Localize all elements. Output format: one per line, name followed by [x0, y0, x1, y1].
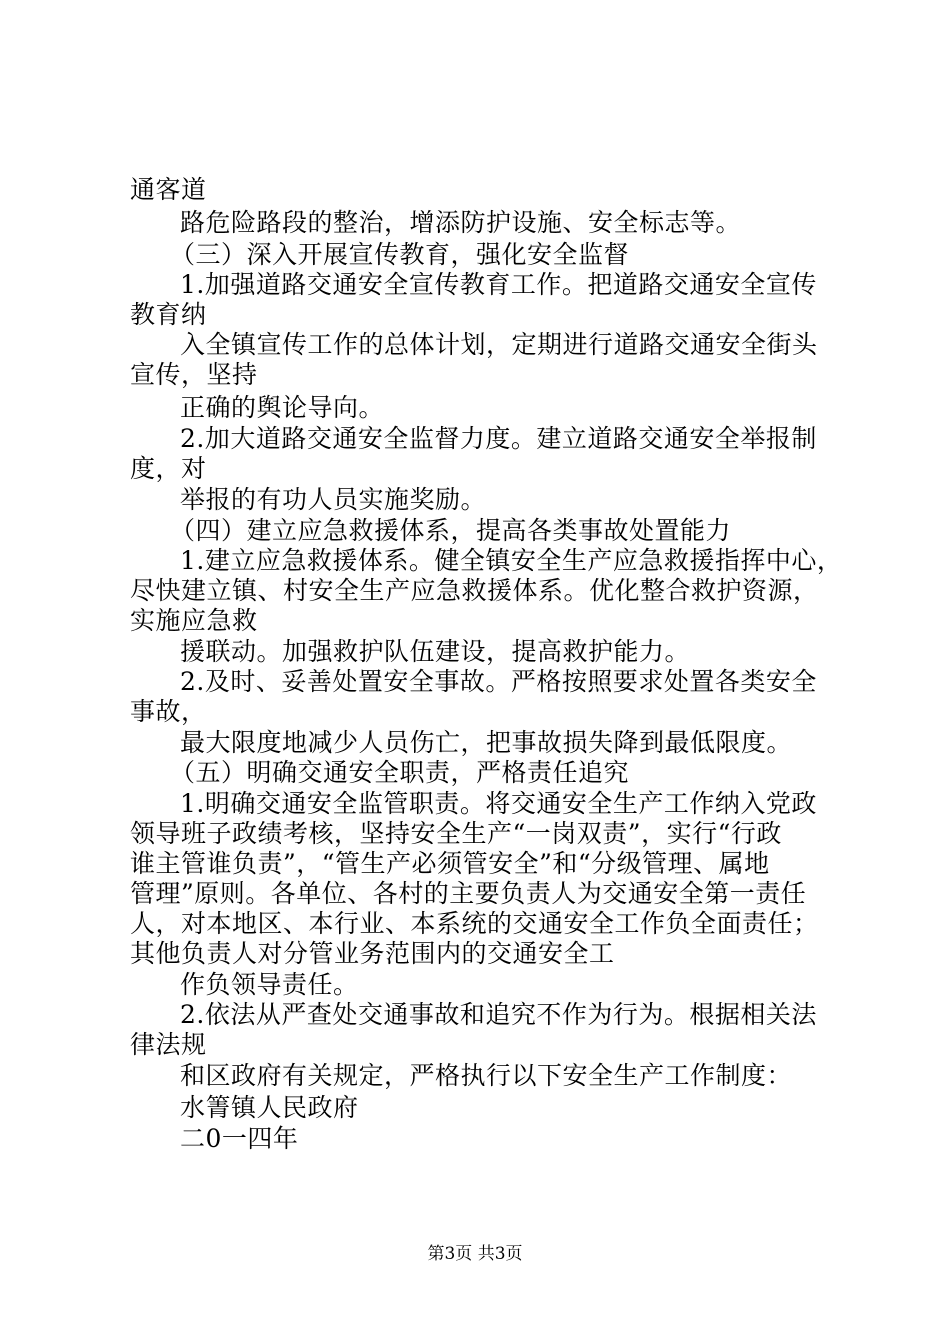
body-line: 通客道	[130, 175, 207, 204]
body-line: 事故，	[130, 697, 207, 726]
body-line: 度，对	[130, 454, 207, 483]
body-line: 领导班子政绩考核，坚持安全生产“一岗双责”，实行“行政	[130, 819, 782, 848]
body-line: 正确的舆论导向。	[180, 393, 385, 422]
body-line: 1.建立应急救援体系。健全镇安全生产应急救援指挥中心，	[180, 546, 843, 575]
body-line: 路危险路段的整治，增添防护设施、安全标志等。	[180, 208, 742, 237]
body-line: 1.加强道路交通安全宣传教育工作。把道路交通安全宣传	[180, 270, 817, 299]
body-line: 谁主管谁负责”，“管生产必须管安全”和“分级管理、属地	[130, 849, 770, 878]
body-line: 和区政府有关规定，严格执行以下安全生产工作制度：	[180, 1061, 793, 1090]
body-line: 宣传，坚持	[130, 360, 258, 389]
body-line: 教育纳	[130, 300, 207, 329]
body-line: 2.依法从严查处交通事故和追究不作为行为。根据相关法	[180, 1000, 817, 1029]
page-footer: 第3页 共3页	[427, 1244, 523, 1264]
body-line: 举报的有功人员实施奖励。	[180, 485, 487, 514]
body-line: 其他负责人对分管业务范围内的交通安全工	[130, 939, 615, 968]
body-line: 管理”原则。各单位、各村的主要负责人为交通安全第一责任	[130, 879, 807, 908]
body-line: 援联动。加强救护队伍建设，提高救护能力。	[180, 637, 691, 666]
section-heading: （四）建立应急救援体系，提高各类事故处置能力	[170, 516, 732, 545]
body-line: 1.明确交通安全监管职责。将交通安全生产工作纳入党政	[180, 789, 817, 818]
body-line: 实施应急救	[130, 606, 258, 635]
signature-organization: 水箐镇人民政府	[180, 1093, 359, 1122]
section-heading: （三）深入开展宣传教育，强化安全监督	[170, 240, 630, 269]
body-line: 人，对本地区、本行业、本系统的交通安全工作负全面责任；	[130, 909, 819, 938]
body-line: 尽快建立镇、村安全生产应急救援体系。优化整合救护资源，	[130, 576, 819, 605]
body-line: 2.及时、妥善处置安全事故。严格按照要求处置各类安全	[180, 667, 817, 696]
body-line: 最大限度地减少人员伤亡，把事故损失降到最低限度。	[180, 728, 793, 757]
body-line: 2.加大道路交通安全监督力度。建立道路交通安全举报制	[180, 424, 817, 453]
body-line: 作负领导责任。	[180, 970, 359, 999]
body-line: 入全镇宣传工作的总体计划，定期进行道路交通安全街头	[180, 330, 818, 359]
body-line: 律法规	[130, 1030, 207, 1059]
signature-date: 二0一四年	[180, 1124, 299, 1153]
section-heading: （五）明确交通安全职责，严格责任追究	[170, 758, 630, 787]
